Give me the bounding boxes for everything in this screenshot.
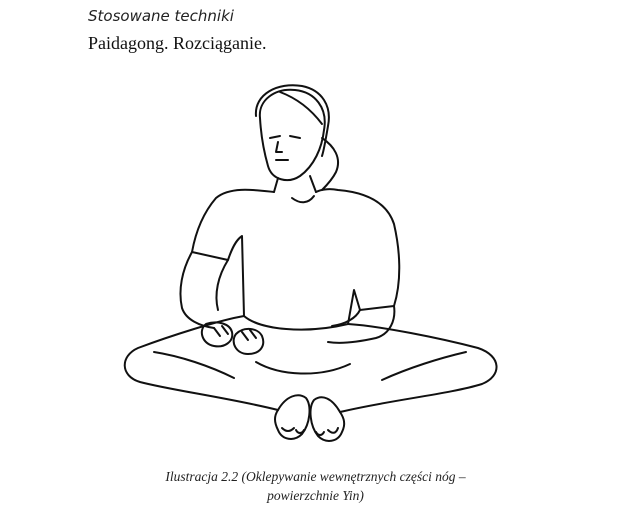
right-leg [340, 324, 497, 412]
section-heading: Paidagong. Rozciąganie. [88, 33, 267, 53]
figure-caption-line2: powierzchnie Yin) [267, 488, 364, 503]
left-foot [275, 395, 309, 439]
figure-caption [0, 467, 631, 505]
figure-caption-line1: Ilustracja 2.2 (Oklepywanie wewnętrznych części nóg – [165, 469, 466, 484]
shirt [192, 189, 399, 329]
right-foot [311, 397, 345, 441]
figure-illustration [110, 80, 530, 455]
eye-left [270, 136, 280, 138]
nose [276, 142, 282, 152]
eye-right [290, 136, 300, 138]
section-label: Stosowane techniki [88, 7, 234, 25]
hair [256, 85, 329, 156]
left-arm [180, 252, 214, 328]
head-outline [260, 90, 325, 180]
right-fist [234, 329, 264, 354]
